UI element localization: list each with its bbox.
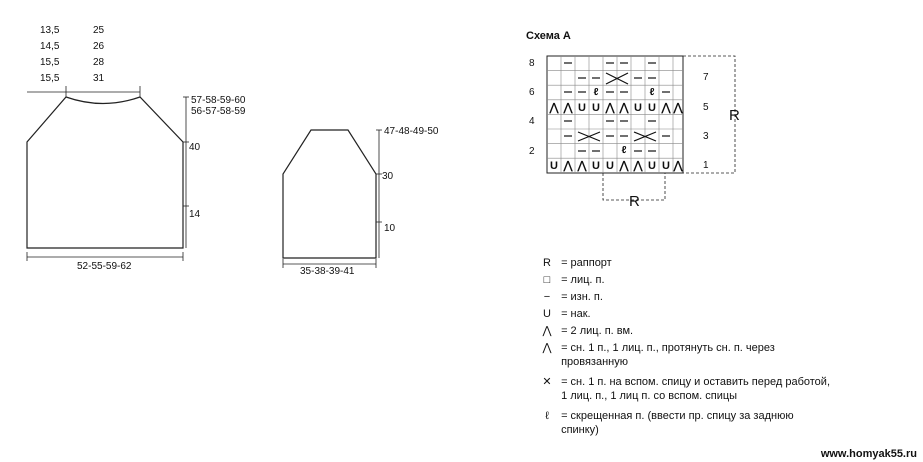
- svg-text:ℓ: ℓ: [621, 145, 627, 156]
- svg-text:⋀: ⋀: [673, 160, 683, 172]
- legend-row-cable: ✕ = сн. 1 п. на вспом. спицу и оставить перед работой, 1 лиц. п., 1 лиц п. со вспом. спицы: [536, 375, 831, 403]
- legend-row-purl: − = изн. п.: [536, 290, 831, 304]
- svg-text:U: U: [592, 160, 600, 172]
- knit-stitch-symbol: □: [543, 274, 551, 286]
- svg-text:⋀: ⋀: [563, 160, 573, 172]
- row-number-6: 6: [529, 87, 535, 98]
- row-number-7: 7: [703, 72, 709, 83]
- armhole-height-upper: 57-58-59-60: [191, 95, 246, 106]
- front-piece-outline: [27, 97, 183, 248]
- repeat-label-bottom: R: [629, 193, 640, 210]
- svg-text:U: U: [592, 102, 600, 114]
- neck-width-size-1: 13,5: [40, 25, 60, 36]
- k2tog-symbol: ⋀: [542, 325, 552, 337]
- legend-row-ssk: ⋀ = сн. 1 п., 1 лиц. п., протянуть сн. п. через провязанную: [536, 341, 831, 369]
- svg-text:U: U: [648, 160, 656, 172]
- svg-text:ℓ: ℓ: [649, 87, 655, 98]
- sleeve-top-height: 47-48-49-50: [384, 126, 439, 137]
- neck-width-size-4: 15,5: [40, 73, 60, 84]
- svg-text:U: U: [634, 102, 642, 114]
- front-width-label: 52-55-59-62: [77, 261, 132, 272]
- neck-depth-size-3: 28: [93, 57, 105, 68]
- svg-text:⋀: ⋀: [673, 102, 683, 114]
- neck-depth-size-1: 25: [93, 25, 105, 36]
- svg-text:⋀: ⋀: [619, 102, 629, 114]
- svg-text:U: U: [550, 160, 558, 172]
- svg-text:U: U: [662, 160, 670, 172]
- svg-text:⋀: ⋀: [619, 160, 629, 172]
- row-number-5: 5: [703, 102, 709, 113]
- svg-text:U: U: [578, 102, 586, 114]
- neck-depth-size-4: 31: [93, 73, 105, 84]
- legend-row-k2tog: ⋀ = 2 лиц. п. вм.: [536, 324, 831, 338]
- cable-cross-symbol: ✕: [542, 376, 552, 388]
- legend-row-twisted: ℓ = скрещенная п. (ввести пр. спицу за заднюю спинку): [536, 409, 831, 437]
- legend-row-repeat: R = раппорт: [536, 256, 831, 270]
- svg-text:U: U: [648, 102, 656, 114]
- ssk-symbol: ⋀: [542, 342, 552, 354]
- row-number-8: 8: [529, 58, 535, 69]
- svg-text:⋀: ⋀: [661, 102, 671, 114]
- legend-row-yarn-over: U = нак.: [536, 307, 831, 321]
- neck-width-size-2: 14,5: [40, 41, 60, 52]
- legend-row-knit: □ = лиц. п.: [536, 273, 831, 287]
- yarn-over-symbol: U: [543, 308, 551, 320]
- twisted-stitch-symbol: ℓ: [545, 410, 549, 422]
- svg-text:⋀: ⋀: [563, 102, 573, 114]
- svg-text:U: U: [606, 160, 614, 172]
- row-number-3: 3: [703, 131, 709, 142]
- sleeve-width-label: 35-38-39-41: [300, 266, 355, 277]
- front-rib-height: 14: [189, 209, 201, 220]
- row-number-4: 4: [529, 116, 535, 127]
- row-number-1: 1: [703, 160, 709, 171]
- svg-text:⋀: ⋀: [549, 102, 559, 114]
- scheme-title: Схема А: [526, 30, 571, 42]
- svg-text:⋀: ⋀: [577, 160, 587, 172]
- row-number-2: 2: [529, 146, 535, 157]
- neck-width-size-3: 15,5: [40, 57, 60, 68]
- sleeve-body-height: 30: [382, 171, 394, 182]
- svg-text:⋀: ⋀: [633, 160, 643, 172]
- svg-text:ℓ: ℓ: [593, 87, 599, 98]
- armhole-height-lower: 56-57-58-59: [191, 106, 246, 117]
- front-body-height: 40: [189, 142, 201, 153]
- neck-depth-size-2: 26: [93, 41, 105, 52]
- repeat-symbol: R: [543, 257, 551, 269]
- svg-text:⋀: ⋀: [605, 102, 615, 114]
- watermark-url: www.homyak55.ru: [820, 448, 917, 460]
- repeat-label-right: R: [729, 107, 740, 124]
- sleeve-piece-outline: [283, 130, 376, 258]
- purl-stitch-symbol: −: [543, 291, 551, 303]
- sleeve-rib-height: 10: [384, 223, 396, 234]
